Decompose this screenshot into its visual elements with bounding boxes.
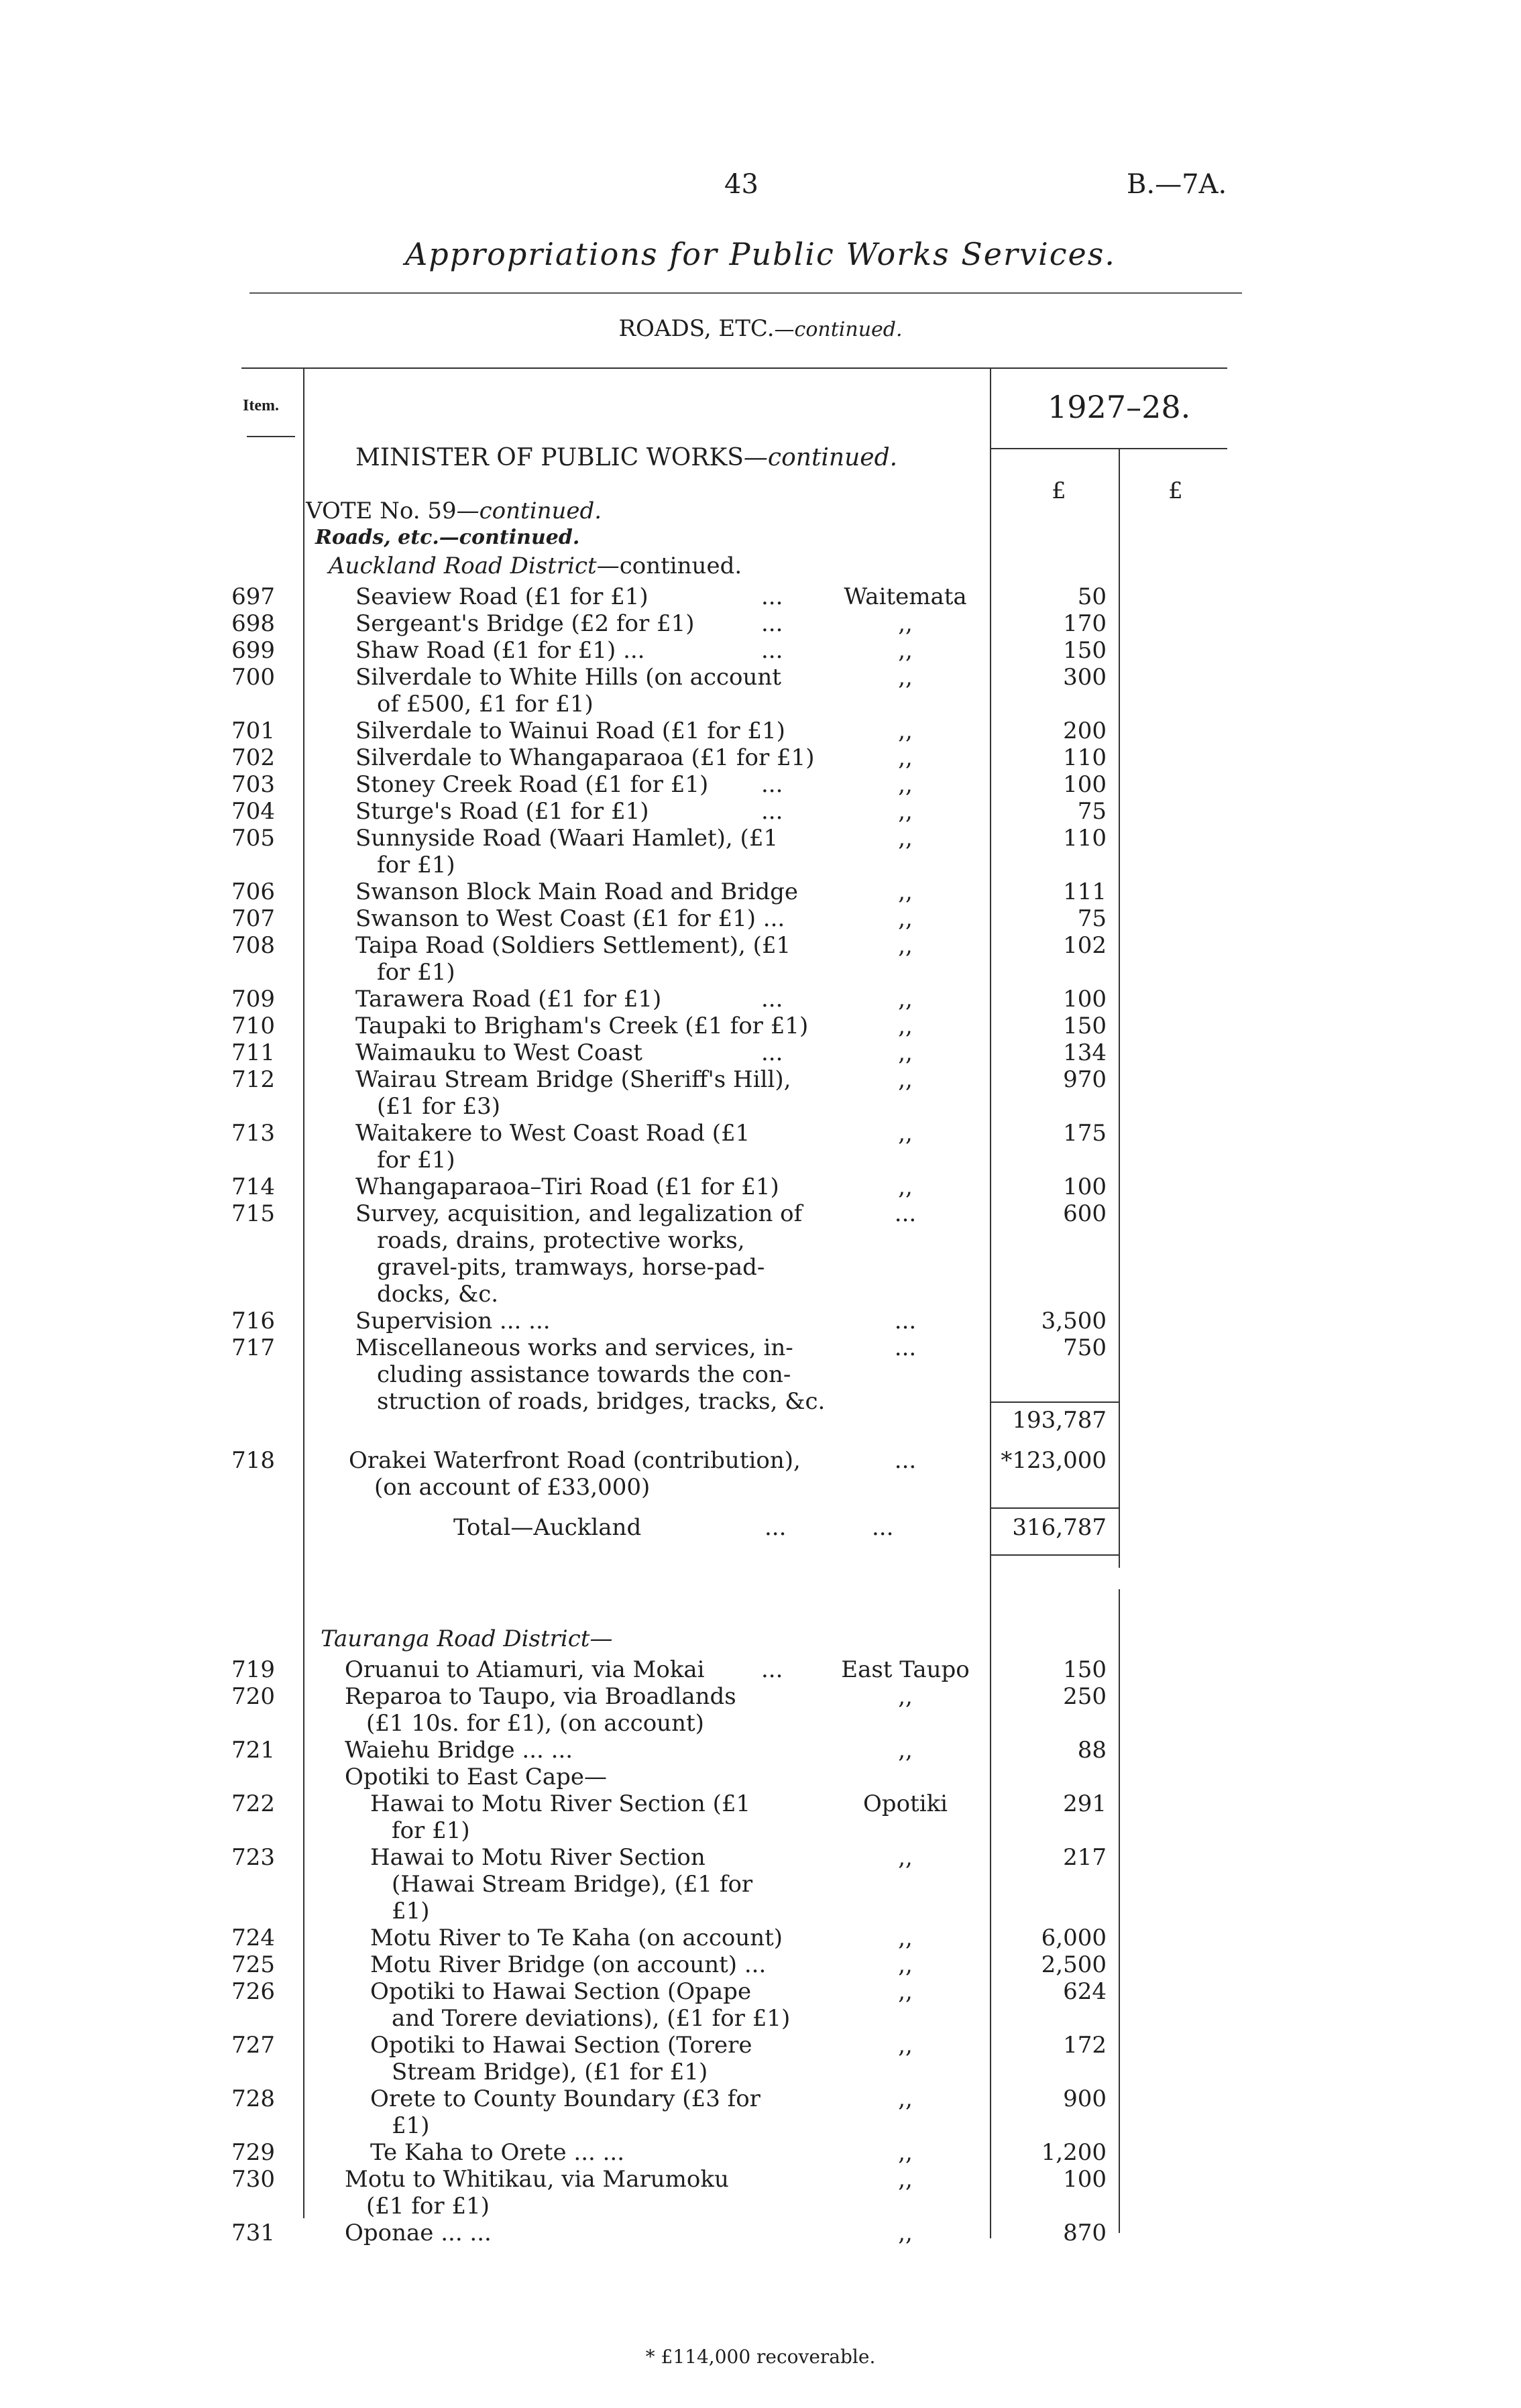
pound-unit-1: £ — [1052, 477, 1066, 504]
electoral-district: ,, — [898, 718, 913, 744]
amount: 750 — [1063, 1334, 1107, 1361]
item-description: Hawai to Motu River Section (£1 — [370, 1790, 751, 1817]
amount: 172 — [1063, 2032, 1107, 2059]
item-description: Sturge's Road (£1 for £1) — [355, 798, 649, 825]
table-row-continuation — [0, 1147, 1521, 1173]
table-row — [0, 1844, 1521, 1871]
item-number: 721 — [231, 1737, 275, 1764]
item-description: Silverdale to Wainui Road (£1 for £1) — [355, 718, 785, 744]
item-number: 729 — [231, 2139, 275, 2166]
item-description: Oruanui to Atiamuri, via Mokai — [345, 1656, 705, 1683]
table-row — [0, 610, 1521, 637]
amount: 110 — [1063, 825, 1107, 852]
item-number: 697 — [231, 583, 275, 610]
item-description: (£1 for £1) — [366, 2193, 490, 2220]
amount: 970 — [1063, 1066, 1107, 1093]
item-number: 718 — [231, 1447, 275, 1474]
item-number: 730 — [231, 2166, 275, 2193]
item-description: Orete to County Boundary (£3 for — [370, 2085, 760, 2112]
tauranga-heading: Tauranga Road District— — [321, 1625, 613, 1652]
table-row — [0, 986, 1521, 1013]
table-row-continuation — [0, 1254, 1521, 1281]
electoral-district: ,, — [898, 2220, 913, 2246]
item-number: 716 — [231, 1308, 275, 1334]
electoral-district: ,, — [898, 1978, 913, 2005]
item-description: Opotiki to Hawai Section (Torere — [370, 2032, 752, 2059]
item-description: Swanson Block Main Road and Bridge — [355, 878, 799, 905]
leader-dots: ... — [761, 583, 783, 610]
table-row-continuation — [0, 2193, 1521, 2220]
amount: 3,500 — [1041, 1308, 1107, 1334]
item-number: 704 — [231, 798, 275, 825]
item-description: Taupaki to Brigham's Creek (£1 for £1) — [355, 1013, 809, 1039]
total-row — [0, 1514, 1521, 1541]
amount: 900 — [1063, 2085, 1107, 2112]
leader-dots: ... — [761, 637, 783, 664]
minister-name: MINISTER OF PUBLIC WORKS — [355, 444, 744, 471]
item-description: Silverdale to White Hills (on account — [355, 664, 781, 691]
item-number: 724 — [231, 1925, 275, 1951]
item-number: 728 — [231, 2085, 275, 2112]
electoral-district: ,, — [898, 825, 913, 852]
minister-heading — [355, 444, 897, 471]
electoral-district: ,, — [898, 1120, 913, 1147]
leader-dots: ... — [761, 771, 783, 798]
electoral-district: ,, — [898, 2032, 913, 2059]
table-row-continuation — [0, 1710, 1521, 1737]
table-row — [0, 1120, 1521, 1147]
item-description: Stoney Creek Road (£1 for £1) — [355, 771, 709, 798]
leader-dots: ... — [761, 610, 783, 637]
pound-unit-2: £ — [1168, 477, 1183, 504]
item-description: Whangaparaoa–Tiri Road (£1 for £1) — [355, 1173, 779, 1200]
table-row — [0, 1066, 1521, 1093]
table-row — [0, 1308, 1521, 1334]
table-row — [0, 1683, 1521, 1710]
auckland-heading — [329, 553, 742, 579]
electoral-district: East Taupo — [841, 1656, 970, 1683]
table-row — [0, 2220, 1521, 2246]
electoral-district: ,, — [898, 878, 913, 905]
table-row — [0, 718, 1521, 744]
item-description: Opotiki to Hawai Section (Opape — [370, 1978, 752, 2005]
item-number: 701 — [231, 718, 275, 744]
item-description: Motu River Bridge (on account) ... — [370, 1951, 767, 1978]
item-description: and Torere deviations), (£1 for £1) — [392, 2005, 791, 2032]
item-description: Motu River to Te Kaha (on account) — [370, 1925, 783, 1951]
item-description: Hawai to Motu River Section — [370, 1844, 706, 1871]
total-dots-2: ... — [872, 1514, 894, 1541]
electoral-district: ,, — [898, 637, 913, 664]
item-number: 711 — [231, 1039, 275, 1066]
leader-dots: ... — [761, 1656, 783, 1683]
electoral-district: ,, — [898, 905, 913, 932]
item-number: 719 — [231, 1656, 275, 1683]
amount: *123,000 — [1001, 1447, 1107, 1474]
leader-dots: ... — [761, 986, 783, 1013]
item-description: of £500, £1 for £1) — [377, 691, 594, 718]
total-bottom-rule — [990, 1554, 1119, 1556]
total-top-rule — [990, 1507, 1119, 1509]
item-description: docks, &c. — [377, 1281, 499, 1308]
amount: 6,000 — [1041, 1925, 1107, 1951]
electoral-district: ... — [894, 1200, 917, 1227]
electoral-district: ,, — [898, 2166, 913, 2193]
item-description: cluding assistance towards the con- — [377, 1361, 791, 1388]
electoral-district: ,, — [898, 1013, 913, 1039]
minister-suffix: —continued. — [743, 444, 898, 471]
item-description: Sergeant's Bridge (£2 for £1) — [355, 610, 695, 637]
item-number: 703 — [231, 771, 275, 798]
item-description: Wairau Stream Bridge (Sheriff's Hill), — [355, 1066, 791, 1093]
table-row — [0, 798, 1521, 825]
electoral-district: Waitemata — [844, 583, 967, 610]
amount: 250 — [1063, 1683, 1107, 1710]
item-description: Silverdale to Whangaparaoa (£1 for £1) — [355, 744, 815, 771]
electoral-district: ,, — [898, 1039, 913, 1066]
electoral-district: ,, — [898, 2139, 913, 2166]
item-number: 715 — [231, 1200, 275, 1227]
item-description: £1) — [392, 2112, 430, 2139]
amount: 150 — [1063, 1656, 1107, 1683]
item-number: 709 — [231, 986, 275, 1013]
table-row — [0, 1737, 1521, 1764]
electoral-district: ,, — [898, 2085, 913, 2112]
electoral-district: ... — [894, 1308, 917, 1334]
table-row — [0, 1173, 1521, 1200]
amount: 102 — [1063, 932, 1107, 959]
vote-number: VOTE No. 59 — [306, 498, 457, 524]
amount: 600 — [1063, 1200, 1107, 1227]
table-row-continuation — [0, 1898, 1521, 1925]
total-label: Total—Auckland — [453, 1514, 642, 1541]
item-description: Miscellaneous works and services, in- — [355, 1334, 793, 1361]
item-description: Stream Bridge), (£1 for £1) — [392, 2059, 708, 2085]
table-row — [0, 932, 1521, 959]
opotiki-heading: Opotiki to East Cape— — [345, 1764, 608, 1790]
item-description: (£1 for £3) — [377, 1093, 500, 1120]
amount: 175 — [1063, 1120, 1107, 1147]
item-column-header: Item. — [243, 397, 279, 414]
table-row-continuation — [0, 959, 1521, 986]
table-row-continuation — [0, 2005, 1521, 2032]
item-number: 731 — [231, 2220, 275, 2246]
amount: 75 — [1077, 905, 1107, 932]
item-number: 720 — [231, 1683, 275, 1710]
table-row — [0, 1200, 1521, 1227]
amount: 217 — [1063, 1844, 1107, 1871]
item-description: Orakei Waterfront Road (contribution), — [349, 1447, 801, 1474]
item-description: Waitakere to West Coast Road (£1 — [355, 1120, 750, 1147]
amount: 100 — [1063, 2166, 1107, 2193]
amount: 200 — [1063, 718, 1107, 744]
amount: 134 — [1063, 1039, 1107, 1066]
footnote: * £114,000 recoverable. — [645, 2346, 876, 2368]
table-row — [0, 1925, 1521, 1951]
table-row-continuation — [0, 1817, 1521, 1844]
table-row — [0, 878, 1521, 905]
roads-heading: Roads, etc.—continued. — [315, 526, 580, 549]
table-row-continuation — [0, 691, 1521, 718]
amount: 100 — [1063, 771, 1107, 798]
table-row — [0, 771, 1521, 798]
table-row — [0, 1447, 1521, 1474]
item-description: Reparoa to Taupo, via Broadlands — [345, 1683, 736, 1710]
total-amount: 316,787 — [1012, 1514, 1107, 1541]
electoral-district: ,, — [898, 1173, 913, 1200]
table-row — [0, 2139, 1521, 2166]
subtotal-amount: 193,787 — [1012, 1407, 1107, 1434]
section-name: ROADS, ETC. — [618, 315, 775, 342]
table-row — [0, 2085, 1521, 2112]
amount: 2,500 — [1041, 1951, 1107, 1978]
leader-dots: ... — [761, 798, 783, 825]
electoral-district: ,, — [898, 1066, 913, 1093]
item-description: Sunnyside Road (Waari Hamlet), (£1 — [355, 825, 779, 852]
table-row — [0, 2032, 1521, 2059]
table-row — [0, 1039, 1521, 1066]
page-title: Appropriations for Public Works Services. — [405, 236, 1116, 272]
item-description: (£1 10s. for £1), (on account) — [366, 1710, 704, 1737]
year-underline — [991, 448, 1227, 449]
item-description: Survey, acquisition, and legalization of — [355, 1200, 803, 1227]
year-column-header: 1927–28. — [1048, 389, 1191, 425]
item-description: Taipa Road (Soldiers Settlement), (£1 — [355, 932, 791, 959]
table-row — [0, 664, 1521, 691]
section-suffix: —continued. — [774, 318, 903, 341]
item-number: 723 — [231, 1844, 275, 1871]
item-number: 708 — [231, 932, 275, 959]
item-description: Waimauku to West Coast — [355, 1039, 642, 1066]
amount: 100 — [1063, 986, 1107, 1013]
electoral-district: ,, — [898, 1683, 913, 1710]
amount: 150 — [1063, 1013, 1107, 1039]
item-description: (Hawai Stream Bridge), (£1 for — [392, 1871, 753, 1898]
amount: 150 — [1063, 637, 1107, 664]
item-description: struction of roads, bridges, tracks, &c. — [377, 1388, 826, 1415]
table-row — [0, 744, 1521, 771]
amount: 111 — [1063, 878, 1107, 905]
amount: 110 — [1063, 744, 1107, 771]
table-row — [0, 825, 1521, 852]
amount: 870 — [1063, 2220, 1107, 2246]
item-description: Swanson to West Coast (£1 for £1) ... — [355, 905, 785, 932]
electoral-district: ,, — [898, 610, 913, 637]
item-number: 700 — [231, 664, 275, 691]
amount: 300 — [1063, 664, 1107, 691]
electoral-district: ,, — [898, 1844, 913, 1871]
item-description: (on account of £33,000) — [374, 1474, 651, 1501]
item-number: 707 — [231, 905, 275, 932]
item-description: Tarawera Road (£1 for £1) — [355, 986, 662, 1013]
section-heading — [0, 315, 1521, 342]
table-row — [0, 2166, 1521, 2193]
item-description: Te Kaha to Orete ... ... — [370, 2139, 625, 2166]
item-number: 727 — [231, 2032, 275, 2059]
item-number: 706 — [231, 878, 275, 905]
electoral-district: ,, — [898, 1951, 913, 1978]
table-row-continuation — [0, 1361, 1521, 1388]
leader-dots: ... — [761, 1039, 783, 1066]
item-description: for £1) — [377, 1147, 455, 1173]
table-top-rule — [241, 367, 1227, 369]
table-row — [0, 583, 1521, 610]
electoral-district: ,, — [898, 932, 913, 959]
item-number: 717 — [231, 1334, 275, 1361]
table-row-continuation — [0, 852, 1521, 878]
amount: 50 — [1077, 583, 1107, 610]
amount: 1,200 — [1041, 2139, 1107, 2166]
item-number: 705 — [231, 825, 275, 852]
electoral-district: ... — [894, 1447, 917, 1474]
item-head-underline — [247, 436, 295, 437]
table-row-continuation — [0, 1281, 1521, 1308]
item-description: Seaview Road (£1 for £1) — [355, 583, 649, 610]
vote-suffix: —continued. — [456, 498, 602, 524]
item-description: for £1) — [392, 1817, 470, 1844]
item-description: Motu to Whitikau, via Marumoku — [345, 2166, 729, 2193]
subtotal-rule — [990, 1401, 1119, 1403]
table-row-continuation — [0, 1871, 1521, 1898]
amount: 170 — [1063, 610, 1107, 637]
document-reference: B.—7A. — [1127, 169, 1227, 200]
table-row-continuation — [0, 1388, 1521, 1415]
amount: 624 — [1063, 1978, 1107, 2005]
amount: 75 — [1077, 798, 1107, 825]
auckland-name: Auckland Road District — [329, 553, 597, 579]
electoral-district: ,, — [898, 1925, 913, 1951]
item-description: gravel-pits, tramways, horse-pad- — [377, 1254, 765, 1281]
table-row — [0, 637, 1521, 664]
total-dots-1: ... — [765, 1514, 787, 1541]
electoral-district: ,, — [898, 1737, 913, 1764]
item-number: 722 — [231, 1790, 275, 1817]
table-row — [0, 1951, 1521, 1978]
electoral-district: ,, — [898, 664, 913, 691]
item-number: 726 — [231, 1978, 275, 2005]
electoral-district: ,, — [898, 986, 913, 1013]
table-row — [0, 1790, 1521, 1817]
item-number: 710 — [231, 1013, 275, 1039]
item-description: for £1) — [377, 959, 455, 986]
item-description: Oponae ... ... — [345, 2220, 492, 2246]
page-number: 43 — [724, 169, 758, 200]
item-number: 702 — [231, 744, 275, 771]
item-number: 725 — [231, 1951, 275, 1978]
table-row-continuation — [0, 2059, 1521, 2085]
table-row — [0, 1656, 1521, 1683]
amount: 291 — [1063, 1790, 1107, 1817]
table-row-continuation — [0, 1093, 1521, 1120]
item-description: roads, drains, protective works, — [377, 1227, 745, 1254]
table-row — [0, 1978, 1521, 2005]
item-description: for £1) — [377, 852, 455, 878]
table-row — [0, 1334, 1521, 1361]
title-rule — [249, 292, 1242, 294]
table-row-continuation — [0, 1474, 1521, 1501]
item-number: 712 — [231, 1066, 275, 1093]
electoral-district: ,, — [898, 771, 913, 798]
vote-heading — [306, 498, 602, 524]
table-row — [0, 905, 1521, 932]
item-number: 699 — [231, 637, 275, 664]
electoral-district: ,, — [898, 798, 913, 825]
item-description: Shaw Road (£1 for £1) ... — [355, 637, 645, 664]
amount: 100 — [1063, 1173, 1107, 1200]
item-description: £1) — [392, 1898, 430, 1925]
item-number: 698 — [231, 610, 275, 637]
table-row-continuation — [0, 1227, 1521, 1254]
item-description: Supervision ... ... — [355, 1308, 551, 1334]
table-row — [0, 1013, 1521, 1039]
item-number: 714 — [231, 1173, 275, 1200]
amount: 88 — [1077, 1737, 1107, 1764]
item-description: Waiehu Bridge ... ... — [345, 1737, 573, 1764]
electoral-district: Opotiki — [862, 1790, 948, 1817]
electoral-district: ,, — [898, 744, 913, 771]
auckland-suffix: —continued. — [596, 553, 742, 579]
table-row-continuation — [0, 2112, 1521, 2139]
item-number: 713 — [231, 1120, 275, 1147]
electoral-district: ... — [894, 1334, 917, 1361]
